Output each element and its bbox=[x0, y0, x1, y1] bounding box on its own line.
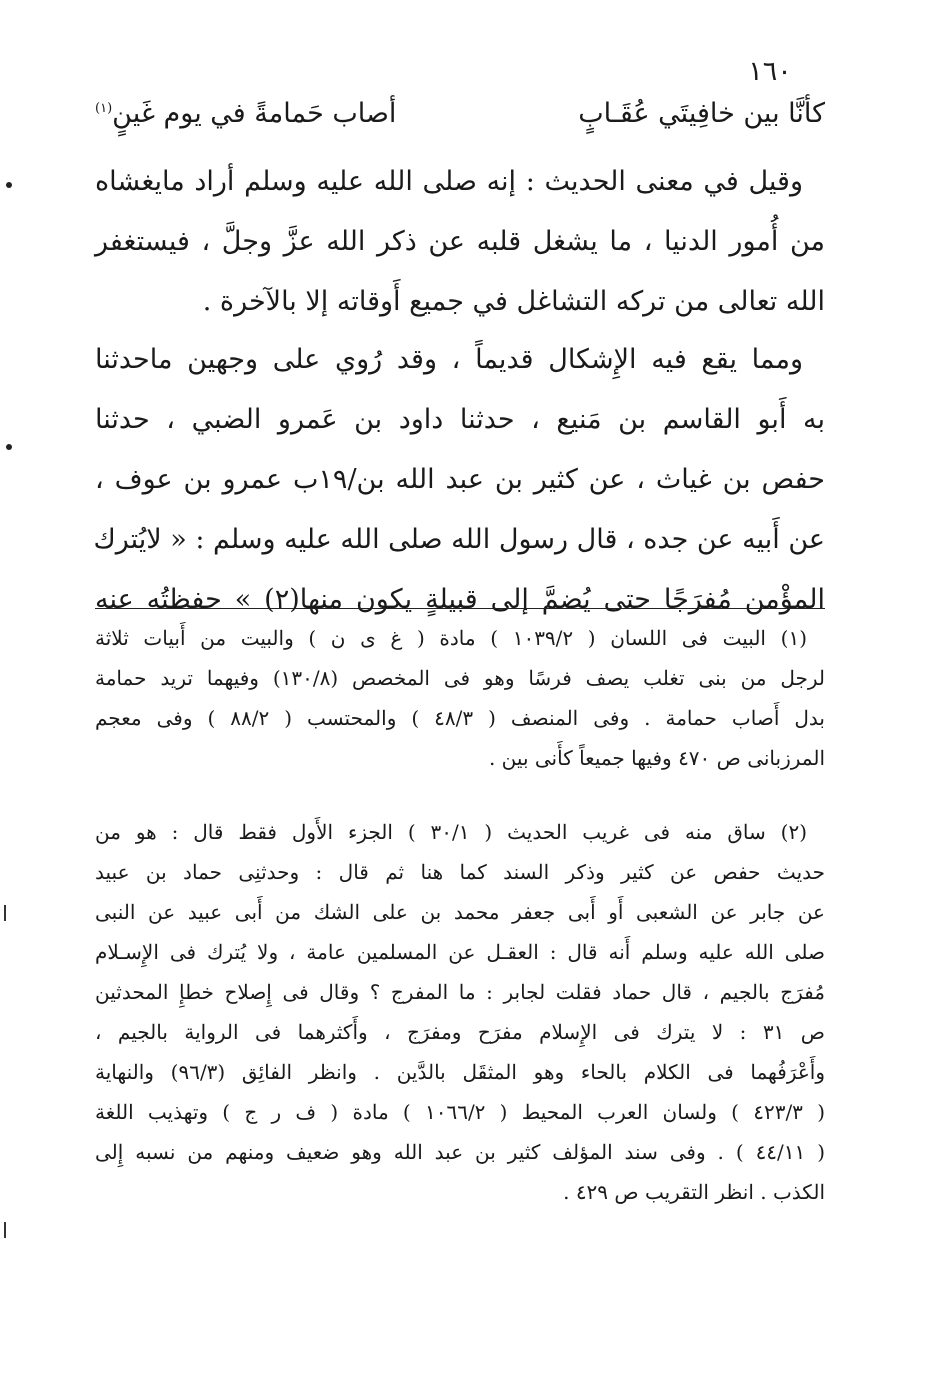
verse-second-hemistich-text: أصاب حَمامةً في يوم غَينٍ bbox=[112, 98, 397, 129]
footnote-line: المرزبانى ص ٤٧٠ وفيها جميعاً كأَنى بين . bbox=[488, 746, 825, 770]
footnote-line: عن جابر عن الشعبى أَو أَبى جعفر محمد بن على الشك من أَبى عبيد عن النبى bbox=[95, 900, 825, 924]
page-number: ١٦٠ bbox=[748, 56, 792, 87]
paragraph-line: وقيل في معنى الحديث : إنه صلى الله عليه وسلم أراد مايغشاه bbox=[95, 166, 803, 197]
footnote-line: ص ٣١ : لا يترك فى الإِسلام مفرَح ومفرَج ، وأَكثرهما فى الرواية بالجيم ، bbox=[95, 1020, 825, 1044]
paragraph-line: الله تعالى من تركه التشاغل في جميع أَوقاته إلا بالآخرة . bbox=[202, 286, 825, 317]
margin-mark bbox=[4, 1222, 6, 1238]
footnote-line: لرجل من بنى تغلب يصف فرسًا وهو فى المخصص (١٣٠/٨) وفيهما تريد حمامة bbox=[95, 666, 826, 690]
footnote-1 bbox=[95, 618, 825, 778]
paragraph-line: من أُمور الدنيا ، ما يشغل قلبه عن ذكر الله عزَّ وجلَّ ، فيستغفر bbox=[95, 226, 825, 257]
margin-mark bbox=[4, 905, 6, 921]
footnote-line: (٢) ساق منه فى غريب الحديث ( ٣٠/١ ) الجزء الأَول فقط قال : هو من bbox=[95, 820, 808, 844]
margin-mark bbox=[6, 182, 12, 188]
footnote-line: وأَعْرَفُهما فى الكلام بالحاء وهو المثقَل بالدَّين . وانظر الفائِق (٩٦/٣) والنهاية bbox=[95, 1060, 825, 1084]
footnote-separator bbox=[95, 608, 825, 609]
margin-mark bbox=[6, 444, 12, 450]
footnote-line: بدل أَصاب حمامة . وفى المنصف ( ٤٨/٣ ) والمحتسب ( ٨٨/٢ ) وفى معجم bbox=[95, 706, 825, 730]
footnote-line: حديث حفص عن كثير وذكر السند كما هنا ثم قال : وحدثنِى حماد بن عبيد bbox=[95, 860, 825, 884]
paragraph-line: المؤْمن مُفرَجًا حتى يُضمَّ إلى قبيلةٍ يكون منها(٢) » حفظتُه عنه bbox=[95, 584, 826, 615]
paragraph-line: عن أَبيه عن جده ، قال رسول الله صلى الله عليه وسلم : « لايُترك bbox=[93, 524, 825, 555]
footnote-line: مُفرَج بالجيم ، قال حماد فقلت لجابر : ما المفرج ؟ وقال فى إِصلاح خطإِ المحدثين bbox=[95, 980, 825, 1004]
poetry-verse bbox=[95, 96, 825, 146]
paragraph-1 bbox=[95, 152, 825, 332]
paragraph-line: ومما يقع فيه الإِشكال قديماً ، وقد رُوي على وجهين ماحدثنا bbox=[95, 344, 803, 375]
footnote-line: (١) البيت فى اللسان ( ١٠٣٩/٢ ) مادة ( غ ى ن ) والبيت من أَبيات ثلاثة bbox=[95, 626, 807, 650]
footnote-line: صلى الله عليه وسلم أَنه قال : العقـل عن المسلمين عامة ، ولا يُترك فى الإِسـلام bbox=[95, 940, 825, 964]
footnote-2 bbox=[95, 812, 825, 1212]
footnote-marker-1: (١) bbox=[95, 101, 113, 116]
verse-second-hemistich bbox=[95, 98, 396, 129]
footnote-line: الكذب . انظر التقريب ص ٤٢٩ . bbox=[563, 1180, 825, 1204]
verse-first-hemistich: كأنَّا بين خافِيتَي عُقَـابٍ bbox=[578, 98, 825, 129]
footnote-line: ( ٤٢٣/٣ ) ولسان العرب المحيط ( ١٠٦٦/٢ ) مادة ( ف ر ج ) وتهذيب اللغة bbox=[95, 1100, 825, 1124]
footnote-line: ( ٤٤/١١ ) . وفى سند المؤلف كثير بن عبد الله وهو ضعيف ومنهم من نسبه إِلى bbox=[95, 1140, 825, 1164]
paragraph-line: به أَبو القاسم بن مَنيع ، حدثنا داود بن عَمرو الضبي ، حدثنا bbox=[95, 404, 825, 435]
paragraph-2 bbox=[95, 330, 825, 630]
paragraph-line: حفص بن غياث ، عن كثير بن عبد الله بن/١٩ب عمرو بن عوف ، bbox=[95, 464, 825, 495]
